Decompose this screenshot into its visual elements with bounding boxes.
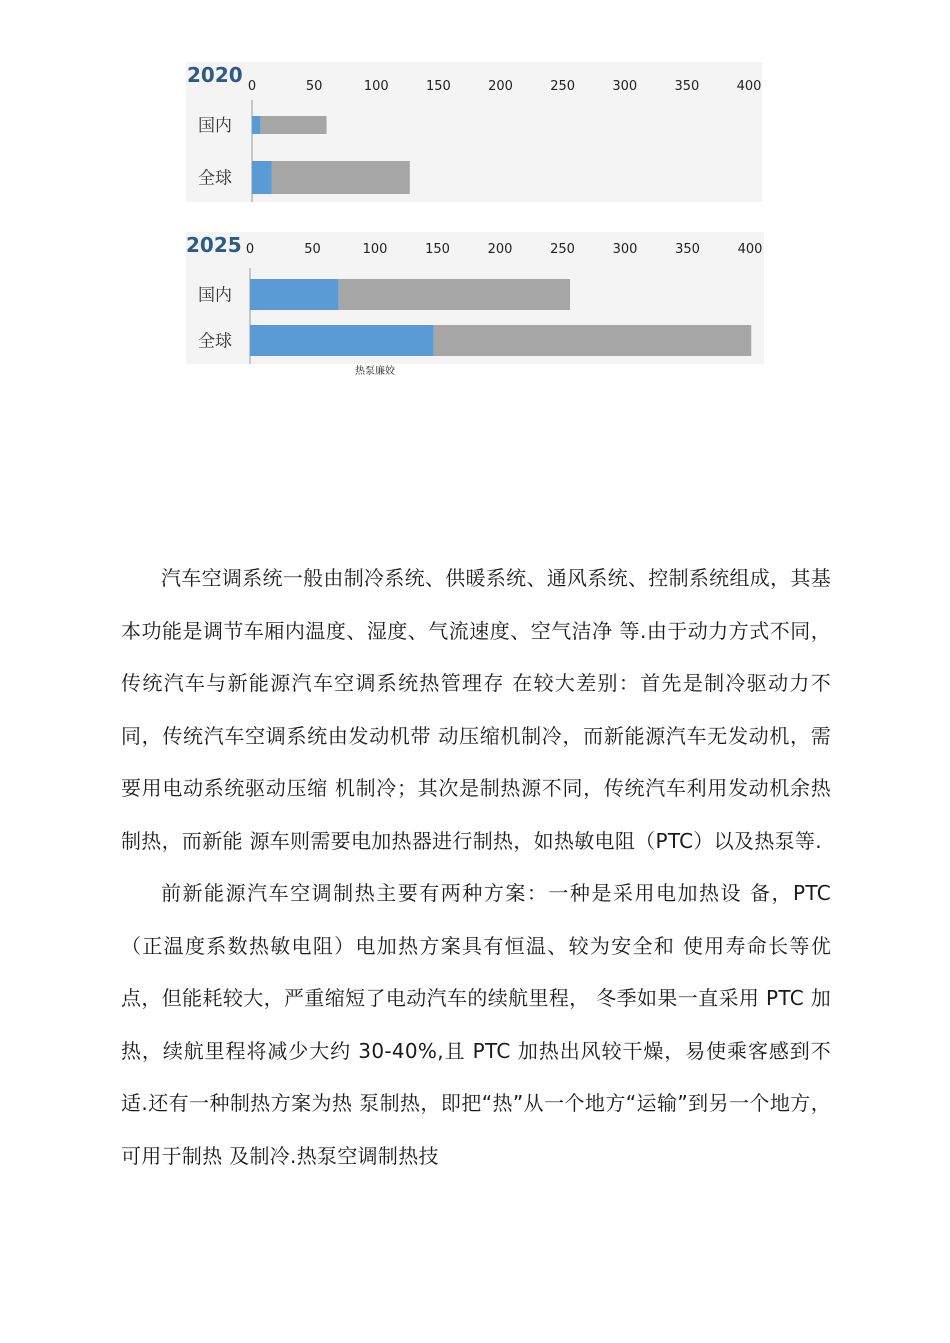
paragraph-2: 前新能源汽车空调制热主要有两种方案：一种是采用电加热设 备，PTC （正温度系数热敏电阻）电加热方案具有恒温、较为安全和 使用寿命长等优点，但能耗较大，严重缩短了电动汽车的续航里程， 冬季如果一直采用 PTC 加热，续航里程将减少大约 30-40%,且 PTC 加热出风较干燥，易使乘客感到不适.还有一种制热方案为热 泵制热，即把“热”从一个地方“运输”到另一个地方，可用于制热 及制冷.热泵空调制热技 — [121, 881, 831, 1168]
x-tick-label: 400 — [737, 242, 763, 257]
x-tick-label: 200 — [488, 79, 513, 94]
bar-segment-blue — [250, 325, 434, 356]
x-tick-label: 400 — [736, 79, 762, 94]
x-tick-label: 100 — [363, 79, 389, 94]
x-tick-label: 150 — [425, 242, 450, 257]
x-tick-label: 250 — [550, 79, 576, 94]
x-tick-label: 200 — [487, 242, 513, 257]
category-label: 国内 — [198, 285, 232, 306]
x-tick-label: 250 — [550, 242, 575, 257]
chart-2020 — [186, 62, 762, 202]
bar-segment-blue — [252, 161, 272, 194]
chart-2025 — [186, 232, 764, 364]
x-tick-label: 50 — [304, 242, 321, 257]
figure-caption: 热泵廉姣 — [355, 366, 395, 377]
bar-segment-gray — [261, 116, 327, 134]
category-label: 全球 — [198, 168, 232, 189]
x-tick-label: 100 — [362, 242, 388, 257]
bar-segment-blue — [252, 116, 261, 134]
bar-segment-gray — [272, 161, 410, 194]
x-tick-label: 150 — [425, 79, 451, 94]
chart-2025-svg — [186, 232, 764, 364]
chart-2020-svg — [186, 62, 762, 202]
category-label: 全球 — [198, 331, 232, 352]
category-label: 国内 — [198, 116, 232, 136]
bar-segment-gray — [339, 279, 570, 310]
x-tick-label: 0 — [247, 79, 257, 94]
x-tick-label: 350 — [675, 242, 700, 257]
x-tick-label: 300 — [612, 79, 638, 94]
x-tick-label: 300 — [612, 242, 638, 257]
paragraph-1: 汽车空调系统一般由制冷系统、供暖系统、通风系统、控制系统组成，其基本功能是调节车厢内温度、湿度、气流速度、空气洁净 等.由于动力方式不同，传统汽车与新能源汽车空调系统热管理存 在较大差别：首先是制冷驱动力不同，传统汽车空调系统由发动机带 动压缩机制冷，而新能源汽车无发动机，需要用电动系统驱动压缩 机制冷；其次是制热源不同，传统汽车利用发动机余热制热，而新能 源车则需要电加热器进行制热，如热敏电阻（PTC）以及热泵等. — [121, 566, 831, 853]
x-tick-label: 50 — [305, 79, 323, 94]
chart-title: 2025 — [186, 233, 242, 257]
chart-title: 2020 — [187, 63, 243, 87]
body-text — [121, 552, 831, 1182]
bar-segment-gray — [434, 325, 752, 356]
x-tick-label: 0 — [245, 242, 255, 257]
x-tick-label: 350 — [674, 79, 700, 94]
bar-segment-blue — [250, 279, 339, 310]
